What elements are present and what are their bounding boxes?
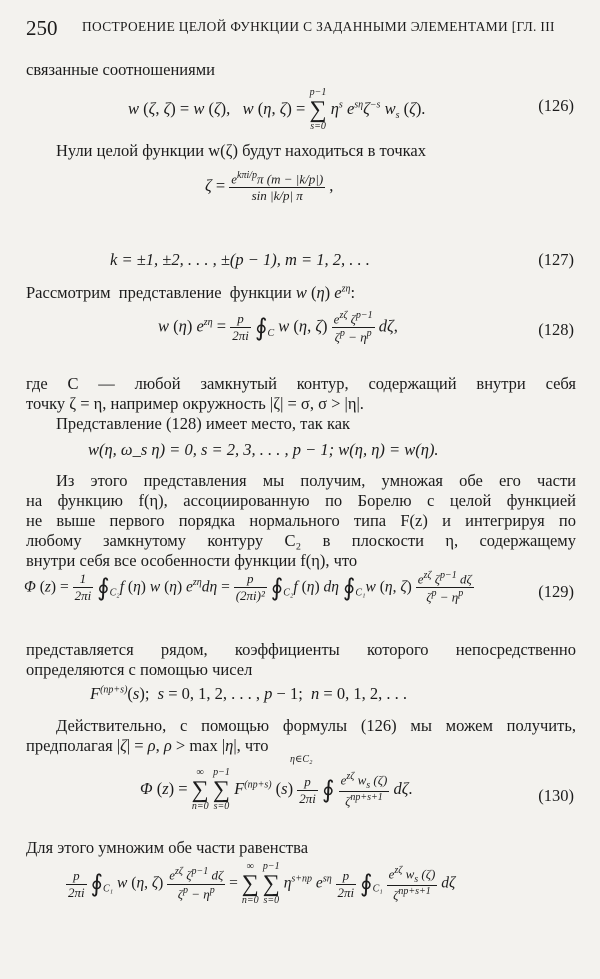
text-line-5: точку ζ = η, например окружность |ζ| = σ, σ > |η|. (26, 394, 364, 413)
text-line-7: Из этого представления мы получим, умножая обе его части (56, 471, 576, 490)
page-number: 250 (26, 16, 58, 40)
equation-conditions: w(η, ω_s η) = 0, s = 2, 3, . . . , p − 1; w(η, η) = w(η). (88, 440, 439, 459)
running-title: ПОСТРОЕНИЕ ЦЕЛОЙ ФУНКЦИИ С ЗАДАННЫМИ ЭЛЕМЕНТАМИ [ГЛ. III (82, 19, 555, 34)
equation-number-130: (130) (538, 786, 574, 805)
equation-129: Φ (z) = $\frac{1}{2\pi i}$ $∮_{C_2}f$ (η) w (η) $e^{z\eta}d\eta$ = $\frac{p}{\text{(2πi)²}}$ $∮_{C_2}f$ (η) dη $∮_{C_1}w$ (η, ζ) $\frac{e^{z\zeta} \zeta^{p-1} d\zeta}{\zeta^p - \eta^p}$ (24, 570, 472, 605)
equation-number-129: (129) (538, 582, 574, 601)
page-header (26, 16, 582, 42)
text-line-10: любому замкнутому контуру C₂ в плоскости η, содержащему (26, 531, 576, 550)
equation-final: $\frac{p}{2\pi i}$ $∮_{C_1}$ w (η, ζ) $\frac{e^{z\zeta} \zeta^{p-1} d\zeta}{\zeta^p - \eta^p}$ = ∞ ∑ n=0 p−1 ∑ s=0 $\eta^{s+np}$ $e^{s\eta}$ $\frac{p}{2\pi i}$ $∮_{C_1}$ $\frac{e^{z\zeta} w_s (\zeta)}{\zeta^{np+s+1}}$ dζ (68, 861, 456, 906)
equation-number-126: (126) (538, 96, 574, 115)
text-line-8: на функцию f(η), ассоциированную по Борелю с целой функцией (26, 491, 576, 510)
text-line-2: Нули целой функции w(ζ) будут находиться в точках (56, 141, 426, 160)
text-line-12: представляется рядом, коэффициенты которого непосредственно (26, 640, 576, 659)
text-line-3: Рассмотрим представление функции w (η) $e^{z\eta}$: (26, 283, 356, 302)
text-line-4: где C — любой замкнутый контур, содержащий внутри себя (26, 374, 576, 393)
equation-F-values: $F^{(np+s)}(s)$; s = 0, 1, 2, . . . , p − 1; n = 0, 1, 2, . . . (90, 684, 407, 703)
text-line-16: Для этого умножим обе части равенства (26, 838, 309, 857)
equation-130: Φ (z) = ∞ ∑ n=0 p−1 ∑ s=0 $F^{(np+s)}$ (s) $\frac{p}{2\pi i}$ ∮ $\frac{e^{z\zeta} w_s (\zeta)}{\zeta^{np+s+1}}$ dζ. (140, 767, 413, 812)
equation-128: w (η) $e^{z\eta}$ = $\frac{p}{2\pi i}$ $∮_C$ w (η, ζ) $\frac{e^{z\zeta} \zeta^{p-1}}{\zeta^p - \eta^p}$ dζ, (158, 310, 398, 345)
text-line-15: предполагая |ζ| = ρ, ρ > max |η|, что (26, 736, 269, 755)
text-line-6: Представление (128) имеет место, так как (56, 414, 351, 433)
text-line-13: определяются с помощью чисел (26, 660, 253, 679)
equation-126: w (ζ, ζ) = w (ζ), w (η, ζ) = p−1 ∑ s=0 $\eta^s$ $e^{s\eta}\zeta^{-s}$ $w_s$ (ζ). (128, 87, 426, 132)
equation-127-zeta: ζ = $\frac{e^{k\pi i/p}\pi (m - |k/p|)}{\sin |k/p| \pi}$ , (205, 170, 334, 204)
text-line-14: Действительно, с помощью формулы (126) мы можем получить, (56, 716, 576, 735)
equation-127-k-range: k = ±1, ±2, . . . , ±(p − 1), m = 1, 2, . . . (110, 250, 370, 269)
equation-number-128: (128) (538, 320, 574, 339)
max-subscript: η∈C₂ (290, 754, 313, 765)
equation-number-127: (127) (538, 250, 574, 269)
text-line-1: связанные соотношениями (26, 60, 215, 79)
text-line-11: внутри себя все особенности функции f(η), что (26, 551, 358, 570)
text-line-9: не выше первого порядка нормального типа F(z) и интегрируя по (26, 511, 576, 530)
